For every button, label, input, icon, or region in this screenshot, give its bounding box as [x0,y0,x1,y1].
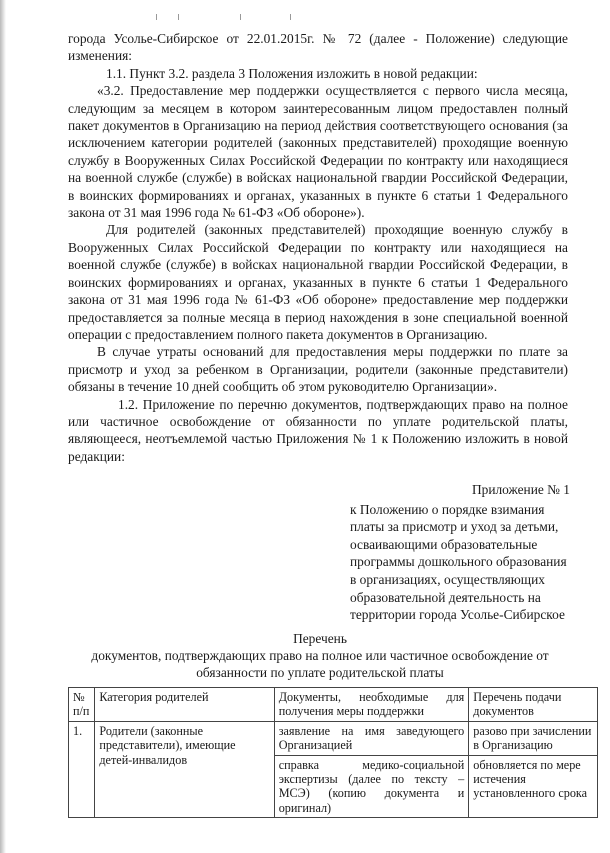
appendix-line: образовательной деятельность на [350,589,541,605]
appendix-line: в организациях, осуществляющих [350,571,545,587]
appendix-line: программы дошкольного образования [350,554,567,570]
paragraph-clause-3-2: «3.2. Предоставление мер поддержки осуществляется с первого числа месяца, следующим за месяцем в котором заинтересованным лицом предоставлен полный пакет документов в Организацию на период действия соответствующего основания (за исключением категории родителей (законных представителей) проходящие военную службу в Вооруженных Силах Российской Федерации по контракту или находящиеся на военной службе (службе) в войсках национальной гвардии Российской Федерации, в воинских формированиях и органах, указанных в пункте 6 статьи 1 Федерального закона от 31 мая 1996 года № 61-ФЗ «Об обороне»). [68,83,568,221]
cell-document: заявление на имя заведующего Организацией [274,721,469,755]
body-text [68,30,568,465]
header-number: № п/п [69,688,95,722]
header-category: Категория родителей [95,688,274,722]
appendix-title: Приложение № 1 [471,482,570,497]
paragraph-military-parents: Для родителей (законных представителей) проходящие военную службу в Вооруженных Силах Российской Федерации по контракту или находящиеся на военной службе (службе) в войсках национальной гвардии Российской Федерации, в воинских формированиях и органах, указанных в пункте 6 статьи 1 Федерального закона от 31 мая 1996 года № 61-ФЗ «Об обороне» предоставление мер поддержки предоставляется за полные месяца в период нахождения в зоне специальной военной операции с предоставлением полного пакета документов в Организацию. [68,222,568,342]
cell-term: обновляется по мере истечения установленного срока [469,755,598,818]
appendix-line: осваивающими образовательные [350,536,538,552]
cell-document: справка медико-социальной экспертизы (далее по тексту – МСЭ) (копию документа и оригинал) [274,755,469,818]
cell-term: разово при зачислении в Организацию [469,721,598,755]
paragraph-intro: города Усолье-Сибирское от 22.01.2015г. № 72 (далее - Положение) следующие изменения: [68,31,568,64]
header-documents: Документы, необходимые для получения меры поддержки [274,688,469,722]
paragraph-item-1-1: 1.1. Пункт 3.2. раздела 3 Положения изложить в новой редакции: [106,65,478,81]
appendix-line: территории города Усолье-Сибирское [350,607,565,623]
list-title-line: документов, подтверждающих право на полное или частичное освобождение от [91,648,549,663]
scan-tick-mark [178,14,179,20]
appendix-header [330,481,570,624]
list-title-heading: Перечень [293,631,347,646]
appendix-line: к Положению о порядке взимания [350,501,545,517]
paragraph-item-1-2: 1.2. Приложение по перечню документов, подтверждающих право на полное или частичное освобождение от обязанности по уплате родительской платы, являющееся, неотъемлемой частью Приложения № 1 к Положению изложить в новой редакции: [68,396,568,464]
scan-tick-mark [156,14,157,20]
list-title-line: обязанности по уплате родительской платы [196,665,444,680]
list-title [60,630,580,681]
paragraph-loss-of-grounds: В случае утраты оснований для предоставления меры поддержки по плате за присмотр и уход за ребенком в Организации, родители (законные представители) обязаны в течение 10 дней сообщить об этом руководителю Организации». [68,344,568,395]
documents-table [68,687,598,818]
scan-tick-mark [240,14,241,20]
header-submission: Перечень подачи документов [469,688,598,722]
table-row [69,721,598,755]
scan-shadow-edge [0,0,6,853]
cell-category: Родители (законные представители), имеющие детей-инвалидов [95,721,274,817]
scan-tick-mark [290,14,291,20]
cell-number: 1. [69,721,95,817]
table-header-row [69,688,598,722]
appendix-line: платы за присмотр и уход за детьми, [350,519,559,535]
